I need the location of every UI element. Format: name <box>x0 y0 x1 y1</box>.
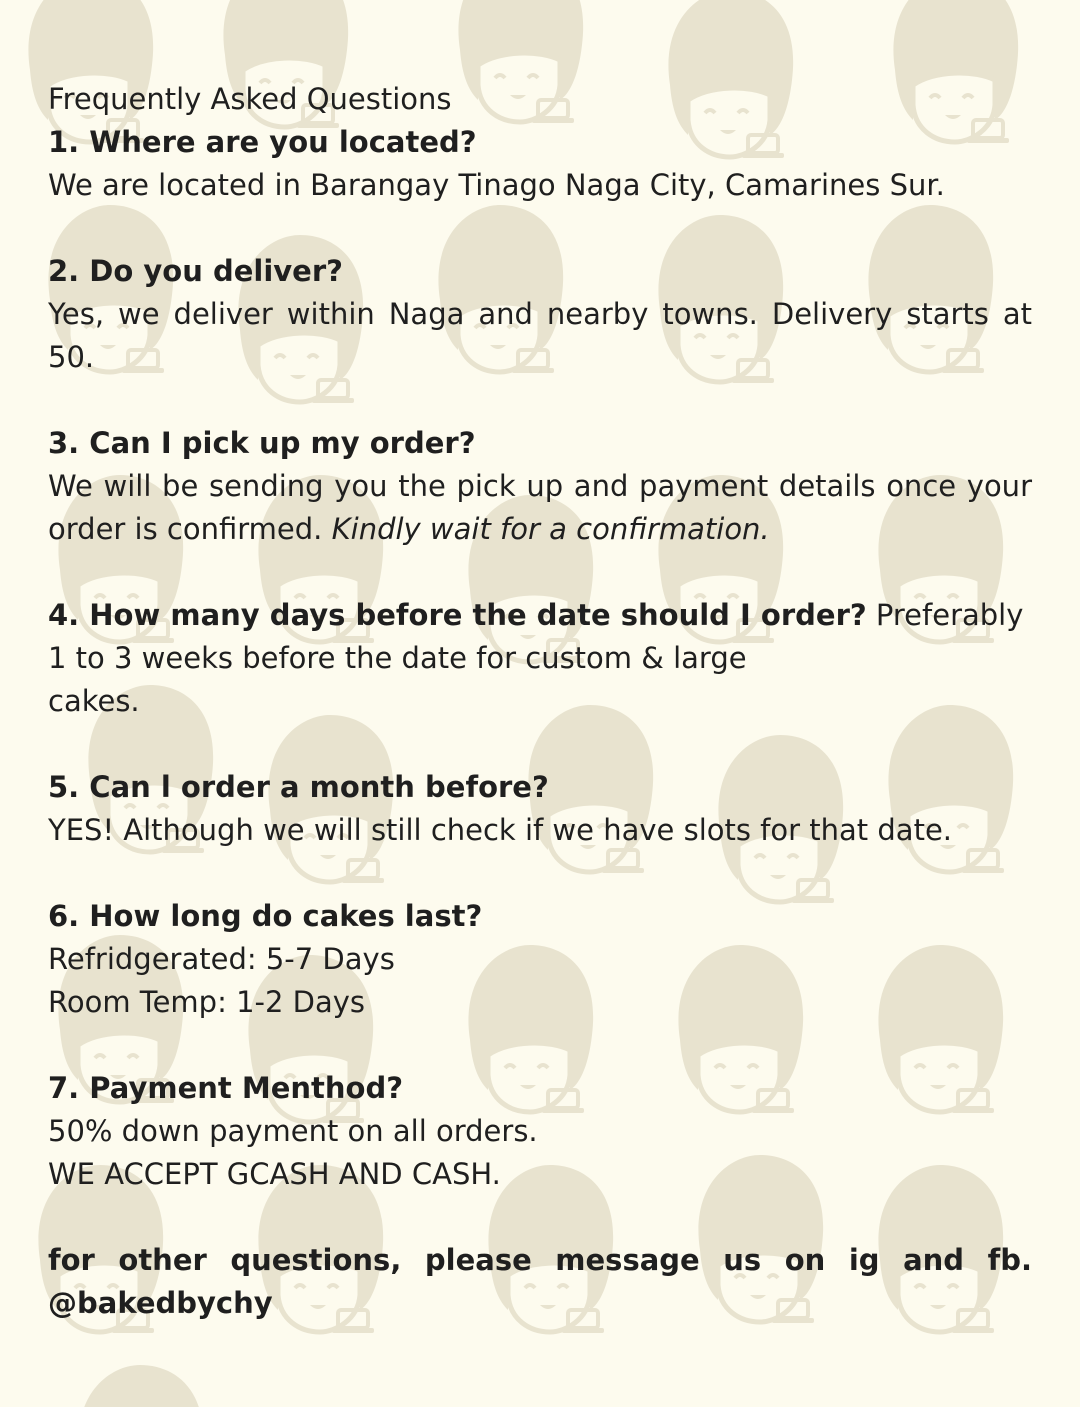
faq-answer-line: WE ACCEPT GCASH AND CASH. <box>48 1157 501 1191</box>
faq-question: 1. Where are you located? <box>48 125 477 159</box>
faq-answer-line: cakes. <box>48 684 140 718</box>
faq-item-lead-time <box>48 594 1032 723</box>
faq-answer-text: We will be sending you the pick up and payment details once your order is confirmed. <box>48 469 1032 546</box>
faq-question: 7. Payment Menthod? <box>48 1071 404 1105</box>
faq-item-location <box>48 121 1032 207</box>
faq-question: 5. Can l order a month before? <box>48 770 549 804</box>
faq-document <box>48 78 1032 1354</box>
faq-question: 3. Can I pick up my order? <box>48 426 476 460</box>
contact-footer: for other questions, please message us on ig and fb. @bakedbychy <box>48 1243 1032 1320</box>
faq-question: 4. How many days before the date should I order? <box>48 598 867 632</box>
faq-item-pickup <box>48 422 1032 551</box>
faq-answer: We are located in Barangay Tinago Naga City, Camarines Sur. <box>48 168 945 202</box>
faq-answer-line: Refridgerated: 5-7 Days <box>48 942 395 976</box>
faq-answer-note: Kindly wait for a confirmation. <box>331 512 770 546</box>
faq-answer: YES! Although we will still check if we have slots for that date. <box>48 813 952 847</box>
faq-answer-line: 50% down payment on all orders. <box>48 1114 538 1148</box>
faq-item-payment <box>48 1067 1032 1196</box>
faq-item-shelf-life <box>48 895 1032 1024</box>
faq-answer <box>48 465 1032 551</box>
faq-question: 6. How long do cakes last? <box>48 899 483 933</box>
faq-answer: Yes, we deliver within Naga and nearby towns. Delivery starts at 50. <box>48 297 1032 374</box>
faq-answer-line: Preferably 1 to 3 weeks before the date for custom & large <box>48 598 1024 675</box>
faq-question: 2. Do you deliver? <box>48 254 343 288</box>
faq-answer-line: Room Temp: 1-2 Days <box>48 985 366 1019</box>
faq-title: Frequently Asked Questions <box>48 82 452 116</box>
faq-item-delivery <box>48 250 1032 379</box>
faq-answer <box>48 594 1032 723</box>
faq-item-month-before <box>48 766 1032 852</box>
